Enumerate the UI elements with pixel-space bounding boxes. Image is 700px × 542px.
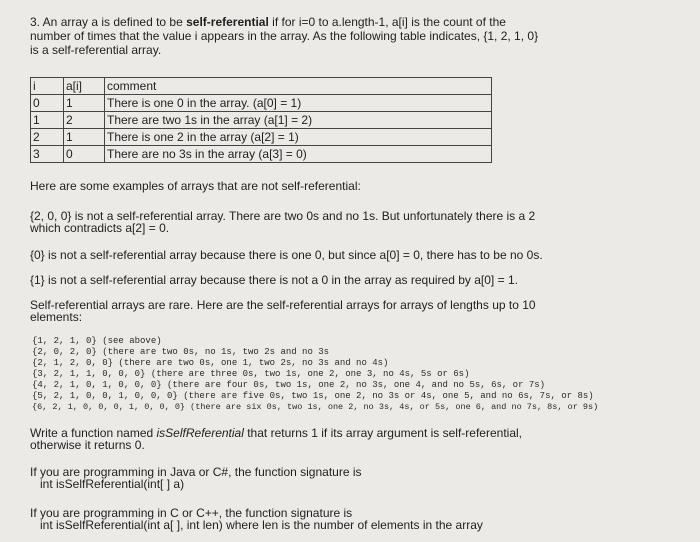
table-header-row <box>31 78 492 95</box>
task-text: that returns 1 if its array argument is self-referential, <box>243 426 522 440</box>
code-line: {1, 2, 1, 0} (see above) <box>32 336 162 346</box>
code-line: {2, 0, 2, 0} (there are two 0s, no 1s, two 2s and no 3s <box>32 347 330 357</box>
code-line: {6, 2, 1, 0, 0, 0, 1, 0, 0, 0} (there are six 0s, two 1s, one 2, no 3s, 4s, or 5s, one 6, and no 7s, 8s, or 9s) <box>32 402 599 412</box>
rare-line-2: elements: <box>30 310 83 324</box>
table-cell: 3 <box>31 146 64 163</box>
table-cell: 0 <box>31 95 64 112</box>
table-cell: There is one 0 in the array. (a[0] = 1) <box>105 95 492 112</box>
table-cell: 1 <box>64 95 105 112</box>
task-text: Write a function named <box>30 426 157 440</box>
cpp-line-1: If you are programming in C or C++, the function signature is <box>30 506 353 520</box>
intro-line-2: number of times that the value i appears in the array. As the following table indicates, {1, 2, 1, 0} <box>30 29 539 43</box>
code-line: {3, 2, 1, 1, 0, 0, 0} (there are three 0s, two 1s, one 2, one 3, no 4s, 5s or 6s) <box>32 369 470 379</box>
code-line: {2, 1, 2, 0, 0} (there are two 0s, one 1, two 2s, no 3s and no 4s) <box>32 358 389 368</box>
table-cell: 1 <box>31 112 64 129</box>
table-header-cell: i <box>31 78 64 95</box>
table-cell: There is one 2 in the array (a[2] = 1) <box>105 129 492 146</box>
example-1-line-2: which contradicts a[2] = 0. <box>30 221 170 235</box>
table-header-cell: a[i] <box>64 78 105 95</box>
java-signature: int isSelfReferential(int[ ] a) <box>40 477 185 491</box>
table-header-cell: comment <box>105 78 492 95</box>
example-1-line-1: {2, 0, 0} is not a self-referential array. There are two 0s and no 1s. But unfortunately there is a 2 <box>30 209 536 223</box>
example-table <box>30 77 492 163</box>
term-self-referential: self-referential <box>186 15 269 29</box>
code-line: {5, 2, 1, 0, 0, 1, 0, 0, 0} (there are five 0s, two 1s, one 2, no 3s or 4s, one 5, and no 6s, 7s, or 8s) <box>32 391 594 401</box>
table-cell: There are two 1s in the array (a[1] = 2) <box>105 112 492 129</box>
code-line: {4, 2, 1, 0, 1, 0, 0, 0} (there are four 0s, two 1s, one 2, no 3s, one 4, and no 5s, 6s, or 7s) <box>32 380 546 390</box>
table-cell: There are no 3s in the array (a[3] = 0) <box>105 146 492 163</box>
intro-line-3: is a self-referential array. <box>30 43 162 57</box>
examples-heading: Here are some examples of arrays that are not self-referential: <box>30 179 361 193</box>
table-cell: 0 <box>64 146 105 163</box>
table-cell: 2 <box>31 129 64 146</box>
table-cell: 1 <box>64 129 105 146</box>
cpp-signature: int isSelfReferential(int a[ ], int len) where len is the number of elements in the array <box>40 518 483 532</box>
java-line-1: If you are programming in Java or C#, the function signature is <box>30 465 362 479</box>
intro-text: if for i=0 to a.length-1, a[i] is the count of the <box>268 15 506 29</box>
table-row <box>31 146 492 163</box>
intro-line-1 <box>30 16 506 29</box>
example-2: {0} is not a self-referential array because there is one 0, but since a[0] = 0, there has to be no 0s. <box>30 248 543 262</box>
table-row <box>31 129 492 146</box>
table-cell: 2 <box>64 112 105 129</box>
table-row <box>31 95 492 112</box>
example-3: {1} is not a self-referential array because there is not a 0 in the array as required by a[0] = 1. <box>30 273 518 287</box>
function-name: isSelfReferential <box>156 426 244 440</box>
task-line-2: otherwise it returns 0. <box>30 438 145 452</box>
table-row <box>31 112 492 129</box>
intro-text: 3. An array a is defined to be <box>30 15 187 29</box>
rare-line-1: Self-referential arrays are rare. Here are the self-referential arrays for arrays of lengths up to 10 <box>30 298 536 312</box>
